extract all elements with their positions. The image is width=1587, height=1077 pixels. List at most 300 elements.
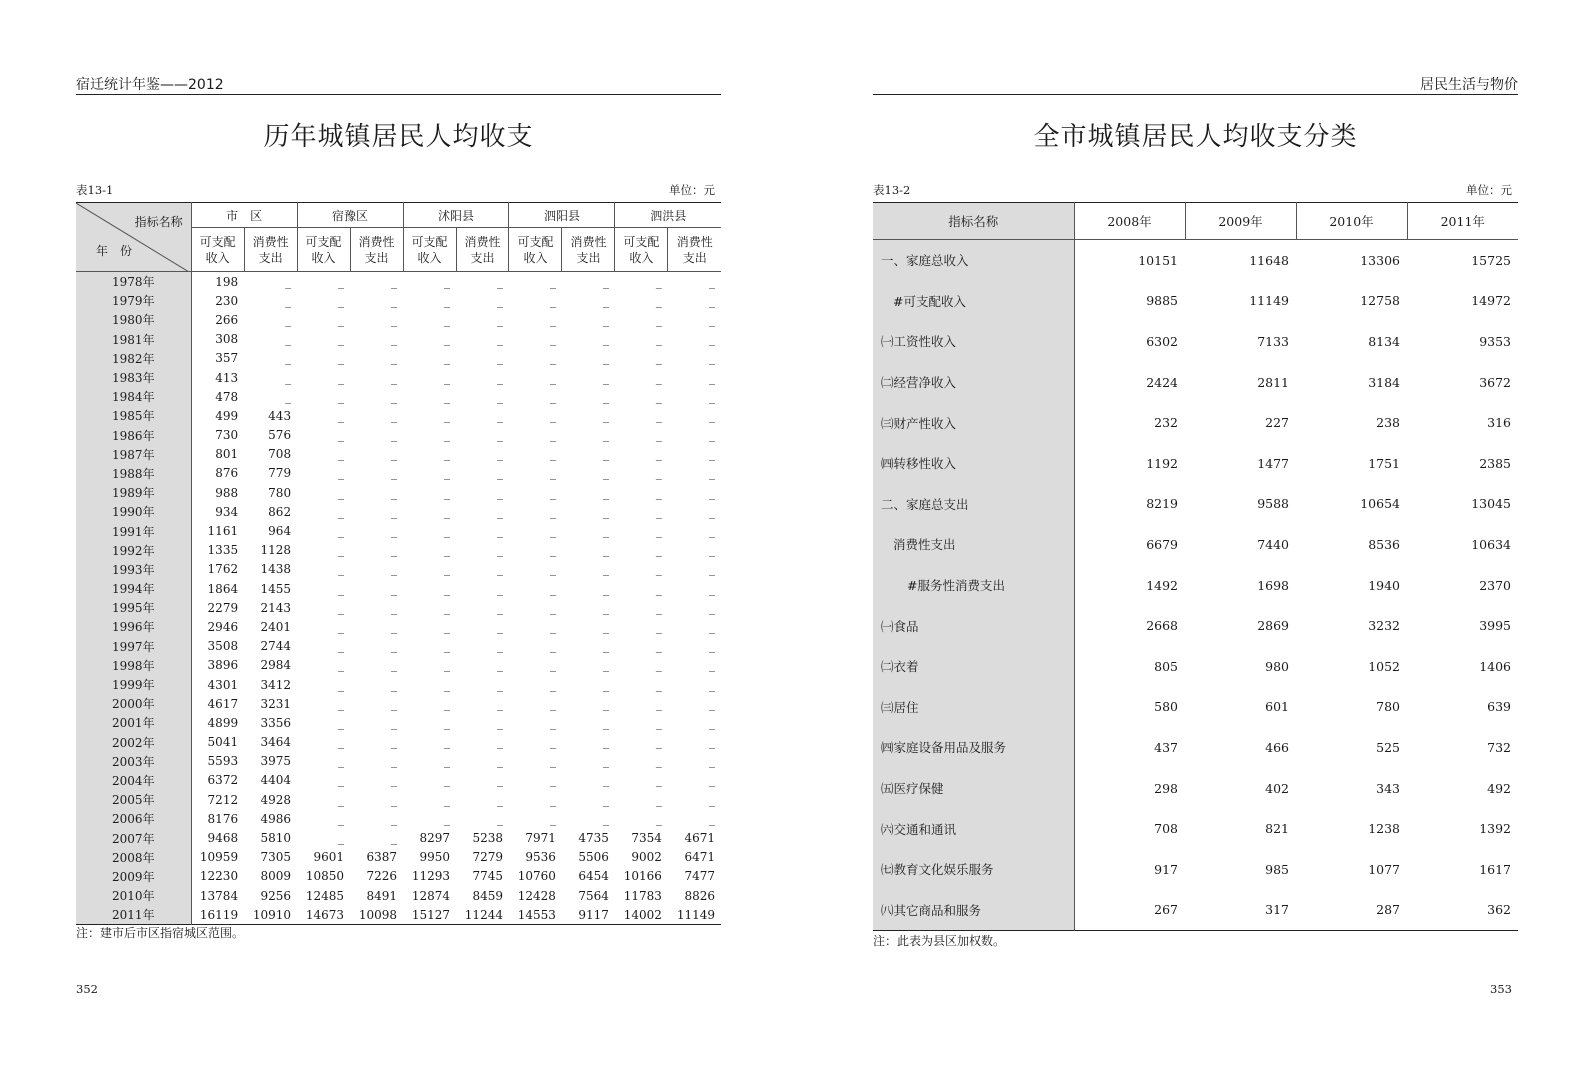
value-cell: 15725 — [1471, 252, 1511, 268]
value-cell: _ — [549, 274, 556, 289]
table-row — [76, 349, 721, 368]
value-cell: _ — [655, 428, 662, 443]
value-cell: 801 — [215, 447, 239, 462]
value-cell: 7971 — [525, 831, 556, 846]
value-cell: _ — [444, 696, 450, 711]
value-cell: _ — [338, 447, 345, 462]
value-cell: 5041 — [207, 735, 239, 750]
sub-header: 消费性 支出 — [350, 228, 403, 272]
value-cell: 876 — [215, 466, 239, 481]
value-cell: 2279 — [207, 600, 239, 615]
indicator-cell: 一、家庭总收入 — [873, 240, 1074, 281]
year-cell: 2010年 — [76, 886, 191, 905]
table-row — [873, 484, 1518, 525]
value-cell: 980 — [1265, 658, 1289, 674]
table-row — [873, 362, 1518, 403]
value-cell: 1238 — [1368, 821, 1400, 837]
value-cell: _ — [496, 485, 503, 500]
value-cell: 2946 — [207, 619, 239, 634]
value-cell: 934 — [215, 504, 239, 519]
value-cell: 13784 — [199, 888, 239, 903]
value-cell: 9536 — [525, 850, 556, 865]
value-cell: _ — [549, 715, 556, 730]
value-cell: _ — [496, 312, 503, 327]
value-cell: 10959 — [199, 850, 239, 865]
value-cell: 1052 — [1368, 658, 1400, 674]
value-cell: _ — [709, 696, 715, 711]
value-cell: _ — [709, 524, 715, 539]
value-cell: _ — [549, 408, 556, 423]
indicator-cell: ㈥交通和通讯 — [873, 808, 1074, 849]
year-cell: 1992年 — [76, 541, 191, 560]
table-row — [76, 387, 721, 406]
value-cell: _ — [338, 524, 345, 539]
value-cell: _ — [602, 447, 609, 462]
corner-header-cell — [76, 203, 191, 272]
year-cell: 1993年 — [76, 560, 191, 579]
indicator-cell: 消费性支出 — [873, 524, 1074, 565]
value-cell: 2143 — [260, 600, 292, 615]
value-cell: _ — [602, 811, 609, 826]
year-cell: 1978年 — [76, 272, 191, 292]
value-cell: 1940 — [1368, 577, 1400, 593]
indicator-cell: #服务性消费支出 — [873, 565, 1074, 606]
value-cell: _ — [338, 696, 345, 711]
value-cell: _ — [549, 677, 556, 692]
value-cell: _ — [444, 351, 450, 366]
value-cell: _ — [391, 831, 398, 846]
table-row — [76, 521, 721, 540]
table-row — [76, 809, 721, 828]
year-cell: 1990年 — [76, 502, 191, 521]
value-cell: 227 — [1265, 415, 1289, 431]
value-cell: 1492 — [1146, 577, 1178, 593]
value-cell: _ — [655, 370, 662, 385]
table-row — [873, 443, 1518, 484]
sub-header: 可支配 收入 — [297, 228, 350, 272]
value-cell: 5593 — [207, 754, 239, 769]
value-cell: _ — [338, 677, 345, 692]
value-cell: _ — [709, 581, 715, 596]
value-cell: _ — [549, 293, 556, 308]
value-cell: _ — [655, 735, 662, 750]
value-cell: _ — [391, 428, 398, 443]
value-cell: _ — [391, 274, 398, 289]
value-cell: 3975 — [260, 754, 292, 769]
value-cell: 11293 — [411, 869, 450, 884]
value-cell: _ — [338, 831, 345, 846]
year-cell: 1982年 — [76, 349, 191, 368]
table-row — [76, 848, 721, 867]
value-cell: 9588 — [1257, 496, 1289, 512]
value-cell: 1406 — [1479, 658, 1511, 674]
value-cell: _ — [444, 389, 450, 404]
sub-header: 可支配 收入 — [403, 228, 456, 272]
year-cell: 1985年 — [76, 406, 191, 425]
value-cell: 639 — [1487, 699, 1511, 715]
value-cell: _ — [338, 389, 345, 404]
value-cell: _ — [709, 600, 715, 615]
region-header: 宿豫区 — [297, 203, 403, 228]
value-cell: 4301 — [207, 677, 239, 692]
year-cell: 1979年 — [76, 291, 191, 310]
year-cell: 2006年 — [76, 809, 191, 828]
table-number: 表13-1 — [76, 183, 114, 197]
value-cell: _ — [549, 351, 556, 366]
value-cell: _ — [602, 351, 609, 366]
value-cell: 779 — [268, 466, 292, 481]
table-row — [873, 646, 1518, 687]
value-cell: 11149 — [1249, 293, 1289, 309]
page-number: 352 — [76, 982, 98, 996]
value-cell: 230 — [215, 293, 239, 308]
value-cell: _ — [655, 312, 662, 327]
value-cell: _ — [602, 639, 609, 654]
value-cell: 1698 — [1257, 577, 1289, 593]
value-cell: _ — [549, 811, 556, 826]
value-cell: 580 — [1154, 699, 1178, 715]
value-cell: _ — [391, 754, 398, 769]
year-cell: 1983年 — [76, 368, 191, 387]
year-header-row — [873, 203, 1518, 240]
value-cell: _ — [709, 562, 715, 577]
year-cell: 2005年 — [76, 790, 191, 809]
value-cell: 10654 — [1360, 496, 1400, 512]
value-cell: _ — [655, 389, 662, 404]
value-cell: _ — [549, 389, 556, 404]
value-cell: 12758 — [1360, 293, 1400, 309]
value-cell: 8134 — [1368, 333, 1400, 349]
value-cell: _ — [602, 773, 609, 788]
value-cell: _ — [496, 504, 503, 519]
value-cell: _ — [338, 274, 345, 289]
value-cell: 6372 — [207, 773, 239, 788]
value-cell: 3184 — [1368, 374, 1400, 390]
value-cell: 2869 — [1257, 618, 1289, 634]
value-cell: _ — [655, 715, 662, 730]
page-number: 353 — [1490, 982, 1512, 996]
value-cell: 15127 — [411, 907, 450, 922]
value-cell: _ — [709, 639, 715, 654]
indicator-cell: ㈡衣着 — [873, 646, 1074, 687]
value-cell: 10850 — [305, 869, 345, 884]
value-cell: _ — [444, 811, 450, 826]
value-cell: _ — [496, 562, 503, 577]
value-cell: 9117 — [578, 907, 609, 922]
year-cell: 1991年 — [76, 521, 191, 540]
value-cell: 232 — [1154, 415, 1178, 431]
value-cell: _ — [655, 562, 662, 577]
table-body — [873, 240, 1518, 931]
value-cell: _ — [338, 332, 345, 347]
value-cell: _ — [549, 562, 556, 577]
value-cell: 8826 — [684, 888, 715, 903]
value-cell: 287 — [1376, 902, 1400, 918]
year-cell: 2004年 — [76, 771, 191, 790]
value-cell: 7226 — [366, 869, 398, 884]
value-cell: 11783 — [623, 888, 662, 903]
value-cell: _ — [444, 619, 450, 634]
value-cell: _ — [549, 466, 556, 481]
value-cell: 4735 — [578, 831, 609, 846]
right-page — [873, 0, 1518, 1077]
value-cell: 198 — [215, 274, 239, 289]
value-cell: _ — [338, 543, 345, 558]
value-cell: 437 — [1154, 739, 1178, 755]
table-row — [76, 272, 721, 292]
value-cell: _ — [549, 619, 556, 634]
value-cell: _ — [655, 581, 662, 596]
value-cell: 10166 — [623, 869, 662, 884]
value-cell: _ — [549, 696, 556, 711]
value-cell: _ — [709, 735, 715, 750]
value-cell: _ — [709, 389, 715, 404]
value-cell: 266 — [215, 312, 239, 327]
value-cell: _ — [655, 408, 662, 423]
value-cell: 499 — [215, 408, 239, 423]
header-title: 居民生活与物价 — [1420, 77, 1518, 93]
value-cell: _ — [444, 408, 450, 423]
value-cell: _ — [549, 428, 556, 443]
value-cell: _ — [444, 543, 450, 558]
value-cell: 917 — [1154, 861, 1178, 877]
value-cell: _ — [709, 677, 715, 692]
value-cell: _ — [496, 773, 503, 788]
year-cell: 2009年 — [76, 867, 191, 886]
value-cell: _ — [391, 351, 398, 366]
value-cell: _ — [338, 370, 345, 385]
value-cell: _ — [444, 370, 450, 385]
value-cell: 7745 — [472, 869, 503, 884]
value-cell: _ — [391, 543, 398, 558]
year-cell: 1987年 — [76, 445, 191, 464]
value-cell: 2401 — [260, 619, 292, 634]
value-cell: 8219 — [1146, 496, 1178, 512]
value-cell: _ — [602, 389, 609, 404]
value-cell: _ — [549, 485, 556, 500]
value-cell: 4671 — [684, 831, 715, 846]
value-cell: 988 — [215, 485, 239, 500]
value-cell: _ — [444, 332, 450, 347]
value-cell: _ — [444, 581, 450, 596]
table-row — [873, 524, 1518, 565]
value-cell: 7279 — [472, 850, 503, 865]
value-cell: _ — [549, 504, 556, 519]
value-cell: _ — [496, 600, 503, 615]
value-cell: 3464 — [260, 735, 292, 750]
value-cell: 1128 — [260, 543, 292, 558]
table-row — [76, 694, 721, 713]
value-cell: _ — [338, 351, 345, 366]
value-cell: _ — [338, 754, 345, 769]
value-cell: 11648 — [1249, 252, 1289, 268]
value-cell: _ — [602, 619, 609, 634]
indicator-cell: ㈢居住 — [873, 687, 1074, 728]
sub-header: 消费性 支出 — [456, 228, 509, 272]
value-cell: _ — [391, 696, 398, 711]
year-header: 2010年 — [1296, 203, 1407, 240]
value-cell: 14002 — [623, 907, 662, 922]
value-cell: _ — [444, 658, 450, 673]
table-row — [873, 849, 1518, 890]
value-cell: _ — [391, 466, 398, 481]
value-cell: 1455 — [260, 581, 292, 596]
value-cell: 2385 — [1479, 455, 1511, 471]
year-header: 2011年 — [1407, 203, 1518, 240]
value-cell: 3232 — [1368, 618, 1400, 634]
value-cell: 964 — [268, 524, 292, 539]
value-cell: 4617 — [207, 696, 239, 711]
value-cell: _ — [549, 332, 556, 347]
value-cell: _ — [496, 332, 503, 347]
value-cell: 9002 — [631, 850, 662, 865]
value-cell: _ — [285, 293, 292, 308]
value-cell: _ — [655, 485, 662, 500]
value-cell: _ — [655, 524, 662, 539]
value-cell: 525 — [1376, 739, 1400, 755]
value-cell: 1477 — [1257, 455, 1289, 471]
value-cell: _ — [655, 504, 662, 519]
value-cell: 1392 — [1479, 821, 1511, 837]
value-cell: 4986 — [260, 811, 292, 826]
value-cell: _ — [496, 447, 503, 462]
value-cell: _ — [602, 543, 609, 558]
value-cell: 10151 — [1138, 252, 1178, 268]
indicator-header: 指标名称 — [873, 203, 1074, 240]
value-cell: _ — [444, 466, 450, 481]
value-cell: 3412 — [260, 677, 292, 692]
value-cell: _ — [496, 677, 503, 692]
value-cell: 13306 — [1360, 252, 1400, 268]
value-cell: _ — [655, 600, 662, 615]
header-title: 宿迁统计年鉴——2012 — [76, 77, 224, 93]
value-cell: _ — [496, 351, 503, 366]
value-cell: _ — [549, 447, 556, 462]
value-cell: _ — [444, 754, 450, 769]
value-cell: 8009 — [260, 869, 292, 884]
table-row — [76, 733, 721, 752]
value-cell: 357 — [215, 351, 239, 366]
value-cell: 11244 — [464, 907, 503, 922]
table-row — [76, 752, 721, 771]
value-cell: 708 — [268, 447, 292, 462]
year-cell: 2007年 — [76, 828, 191, 847]
value-cell: _ — [709, 773, 715, 788]
value-cell: 2744 — [260, 639, 292, 654]
value-cell: _ — [496, 389, 503, 404]
value-cell: 10098 — [358, 907, 398, 922]
table-body — [76, 272, 721, 925]
year-cell: 1996年 — [76, 617, 191, 636]
value-cell: 3896 — [207, 658, 239, 673]
value-cell: _ — [655, 811, 662, 826]
value-cell: _ — [338, 639, 345, 654]
value-cell: 9950 — [419, 850, 450, 865]
value-cell: _ — [391, 773, 398, 788]
value-cell: _ — [496, 543, 503, 558]
year-cell: 1980年 — [76, 310, 191, 329]
indicator-cell: ㈣转移性收入 — [873, 443, 1074, 484]
value-cell: _ — [338, 811, 345, 826]
value-cell: _ — [496, 696, 503, 711]
value-cell: _ — [709, 351, 715, 366]
value-cell: _ — [391, 600, 398, 615]
value-cell: _ — [709, 274, 715, 289]
value-cell: _ — [496, 715, 503, 730]
value-cell: 5810 — [260, 831, 292, 846]
table-row — [873, 890, 1518, 931]
indicator-cell: ㈣家庭设备用品及服务 — [873, 727, 1074, 768]
value-cell: _ — [496, 408, 503, 423]
value-cell: 478 — [215, 389, 239, 404]
value-cell: 13045 — [1471, 496, 1511, 512]
value-cell: _ — [444, 312, 450, 327]
value-cell: 4899 — [207, 715, 239, 730]
value-cell: _ — [444, 639, 450, 654]
value-cell: _ — [549, 639, 556, 654]
value-cell: _ — [709, 447, 715, 462]
value-cell: _ — [444, 562, 450, 577]
value-cell: _ — [391, 408, 398, 423]
left-page — [76, 0, 721, 1077]
value-cell: _ — [338, 562, 345, 577]
value-cell: 4928 — [260, 792, 292, 807]
value-cell: _ — [709, 332, 715, 347]
value-cell: 14972 — [1471, 293, 1511, 309]
value-cell: 1762 — [207, 562, 239, 577]
table-note: 注：建市后市区指宿城区范围。 — [76, 926, 245, 940]
value-cell: 11149 — [676, 907, 715, 922]
year-cell: 2011年 — [76, 905, 191, 925]
value-cell: 3508 — [207, 639, 239, 654]
value-cell: _ — [602, 715, 609, 730]
value-cell: 708 — [1154, 821, 1178, 837]
value-cell: _ — [496, 754, 503, 769]
value-cell: 6302 — [1146, 333, 1178, 349]
value-cell: _ — [602, 370, 609, 385]
value-cell: _ — [285, 351, 292, 366]
table-row — [873, 727, 1518, 768]
value-cell: 6471 — [684, 850, 715, 865]
value-cell: _ — [549, 524, 556, 539]
value-cell: 492 — [1487, 780, 1511, 796]
value-cell: _ — [285, 274, 292, 289]
table-row — [76, 310, 721, 329]
value-cell: 3672 — [1479, 374, 1511, 390]
year-cell: 1988年 — [76, 464, 191, 483]
year-cell: 2008年 — [76, 848, 191, 867]
table-number: 表13-2 — [873, 183, 911, 197]
year-cell: 1984年 — [76, 387, 191, 406]
value-cell: _ — [709, 543, 715, 558]
value-cell: _ — [602, 408, 609, 423]
value-cell: _ — [338, 619, 345, 634]
value-cell: 4404 — [260, 773, 292, 788]
value-cell: 7305 — [260, 850, 292, 865]
value-cell: _ — [338, 600, 345, 615]
value-cell: _ — [391, 715, 398, 730]
value-cell: 2811 — [1257, 374, 1289, 390]
year-cell: 1981年 — [76, 330, 191, 349]
sub-header: 消费性 支出 — [668, 228, 721, 272]
value-cell: _ — [602, 428, 609, 443]
value-cell: _ — [338, 735, 345, 750]
value-cell: _ — [655, 543, 662, 558]
value-cell: _ — [391, 485, 398, 500]
value-cell: _ — [549, 792, 556, 807]
value-cell: _ — [338, 658, 345, 673]
value-cell: 780 — [1376, 699, 1400, 715]
